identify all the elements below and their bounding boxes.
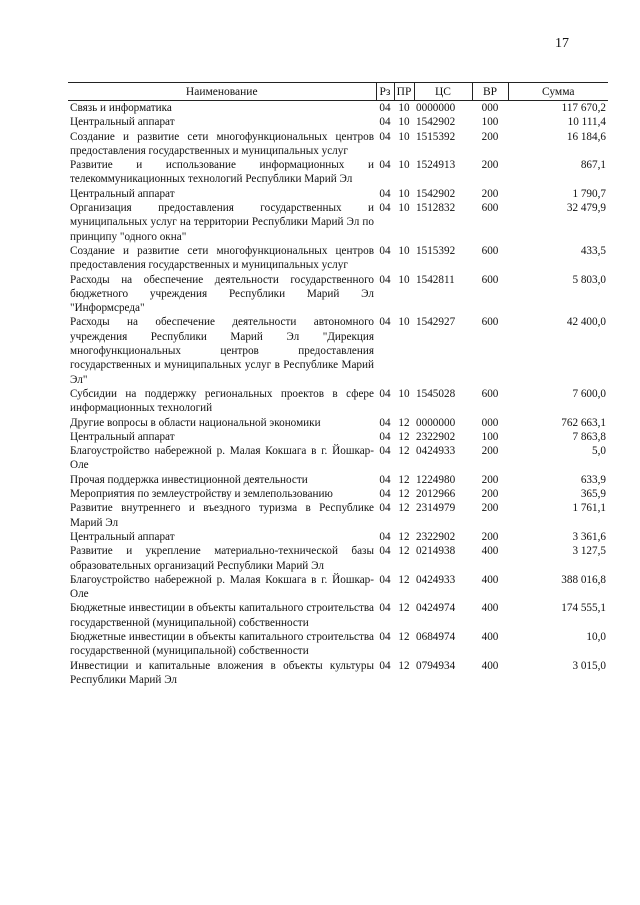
cell-cs: 0684974 bbox=[416, 630, 456, 643]
cell-name: Центральный аппарат bbox=[70, 187, 175, 200]
cell-pr: 12 bbox=[398, 602, 410, 615]
cell-cs: 1524913 bbox=[416, 159, 456, 172]
table-row bbox=[68, 101, 608, 116]
header-name: Наименование bbox=[68, 83, 376, 101]
cell-vr: 000 bbox=[481, 102, 499, 114]
table-row bbox=[68, 387, 608, 416]
table-row bbox=[68, 544, 608, 573]
cell-cs: 1545028 bbox=[416, 387, 456, 400]
cell-vr: 200 bbox=[481, 530, 499, 543]
table-row bbox=[68, 430, 608, 444]
cell-name: Расходы на обеспечение деятельности автономного учреждения Республики Марий Эл "Дирекция многофункциональных центров предоставления государственных и муниципальных услуг в Республике Марий Эл" bbox=[70, 316, 374, 386]
cell-name: Бюджетные инвестиции в объекты капитального строительства государственной (муниципальной) собственности bbox=[70, 602, 374, 629]
cell-cs: 0000000 bbox=[416, 416, 456, 429]
cell-sum: 633,9 bbox=[580, 473, 606, 486]
table-row bbox=[68, 659, 608, 688]
cell-sum: 3 361,6 bbox=[572, 530, 606, 543]
cell-rz: 04 bbox=[379, 473, 391, 486]
cell-name: Инвестиции и капитальные вложения в объекты культуры Республики Марий Эл bbox=[70, 659, 374, 686]
header-vr: ВР bbox=[472, 83, 508, 101]
table-row bbox=[68, 473, 608, 487]
cell-name: Другие вопросы в области национальной экономики bbox=[70, 416, 321, 429]
table-row bbox=[68, 630, 608, 659]
cell-sum: 42 400,0 bbox=[566, 316, 606, 329]
cell-pr: 12 bbox=[398, 545, 410, 558]
cell-sum: 3 015,0 bbox=[572, 659, 606, 672]
cell-vr: 600 bbox=[481, 387, 499, 400]
cell-cs: 0000000 bbox=[416, 102, 456, 114]
cell-rz: 04 bbox=[379, 316, 391, 329]
cell-vr: 400 bbox=[481, 659, 499, 672]
cell-vr: 200 bbox=[481, 187, 499, 200]
cell-pr: 12 bbox=[398, 659, 410, 672]
cell-cs: 1542811 bbox=[416, 273, 455, 286]
cell-vr: 400 bbox=[481, 573, 499, 586]
cell-rz: 04 bbox=[379, 430, 391, 443]
cell-vr: 600 bbox=[481, 202, 499, 215]
cell-sum: 762 663,1 bbox=[561, 416, 606, 429]
cell-pr: 10 bbox=[398, 202, 410, 215]
cell-rz: 04 bbox=[379, 602, 391, 615]
cell-pr: 12 bbox=[398, 630, 410, 643]
cell-cs: 1224980 bbox=[416, 473, 456, 486]
cell-vr: 200 bbox=[481, 502, 499, 515]
cell-cs: 2322902 bbox=[416, 430, 456, 443]
cell-vr: 200 bbox=[481, 159, 499, 172]
cell-name: Благоустройство набережной р. Малая Кокшага в г. Йошкар-Оле bbox=[70, 573, 374, 601]
cell-cs: 0214938 bbox=[416, 545, 456, 558]
cell-rz: 04 bbox=[379, 416, 391, 429]
cell-name: Прочая поддержка инвестиционной деятельности bbox=[70, 473, 308, 486]
cell-rz: 04 bbox=[379, 116, 391, 129]
cell-sum: 16 184,6 bbox=[566, 130, 606, 143]
cell-sum: 7 863,8 bbox=[572, 430, 606, 443]
cell-name: Центральный аппарат bbox=[70, 430, 175, 443]
cell-vr: 100 bbox=[481, 430, 499, 443]
table-body bbox=[68, 101, 608, 688]
cell-pr: 10 bbox=[398, 159, 410, 172]
cell-pr: 10 bbox=[398, 316, 410, 329]
table-row bbox=[68, 530, 608, 544]
cell-sum: 7 600,0 bbox=[572, 387, 606, 400]
cell-name: Бюджетные инвестиции в объекты капитального строительства государственной (муниципальной) собственности bbox=[70, 630, 374, 658]
cell-vr: 400 bbox=[481, 602, 499, 615]
table-row bbox=[68, 115, 608, 129]
cell-vr: 600 bbox=[481, 244, 499, 257]
cell-name: Развитие внутреннего и въездного туризма в Республике Марий Эл bbox=[70, 502, 374, 529]
table-row bbox=[68, 315, 608, 386]
cell-name: Центральный аппарат bbox=[70, 530, 175, 543]
cell-sum: 174 555,1 bbox=[561, 602, 606, 615]
cell-rz: 04 bbox=[379, 488, 391, 501]
cell-pr: 10 bbox=[398, 387, 410, 400]
cell-cs: 2322902 bbox=[416, 530, 456, 543]
table-row bbox=[68, 573, 608, 602]
cell-vr: 200 bbox=[481, 473, 499, 486]
header-pr: ПР bbox=[394, 83, 414, 101]
cell-name: Организация предоставления государственных и муниципальных услуг на территории Республики Марий Эл по принципу "одного окна" bbox=[70, 202, 374, 243]
cell-name: Развитие и использование информационных и телекоммуникационных технологий Республики Марий Эл bbox=[70, 159, 374, 186]
cell-pr: 12 bbox=[398, 488, 410, 501]
table-row bbox=[68, 158, 608, 187]
cell-vr: 000 bbox=[481, 416, 499, 429]
cell-name: Создание и развитие сети многофункциональных центров предоставления государственных и муниципальных услуг bbox=[70, 244, 374, 272]
cell-cs: 1515392 bbox=[416, 130, 456, 143]
cell-cs: 1542902 bbox=[416, 116, 456, 129]
cell-name: Центральный аппарат bbox=[70, 116, 175, 129]
cell-name: Субсидии на поддержку региональных проектов в сфере информационных технологий bbox=[70, 387, 374, 415]
cell-sum: 433,5 bbox=[580, 244, 606, 257]
cell-pr: 12 bbox=[398, 430, 410, 443]
cell-cs: 2012966 bbox=[416, 488, 456, 501]
page-number: 17 bbox=[555, 36, 569, 51]
cell-rz: 04 bbox=[379, 502, 391, 515]
cell-rz: 04 bbox=[379, 202, 391, 215]
cell-sum: 32 479,9 bbox=[566, 202, 606, 215]
cell-pr: 10 bbox=[398, 130, 410, 143]
table-row bbox=[68, 487, 608, 501]
cell-sum: 5 803,0 bbox=[572, 273, 606, 286]
cell-rz: 04 bbox=[379, 659, 391, 672]
cell-sum: 1 790,7 bbox=[572, 187, 606, 200]
cell-pr: 12 bbox=[398, 502, 410, 515]
cell-cs: 1542927 bbox=[416, 316, 456, 329]
cell-pr: 10 bbox=[398, 273, 410, 286]
cell-sum: 10,0 bbox=[586, 630, 606, 643]
cell-rz: 04 bbox=[379, 244, 391, 257]
cell-sum: 365,9 bbox=[580, 488, 606, 501]
cell-name: Благоустройство набережной р. Малая Кокшага в г. Йошкар-Оле bbox=[70, 445, 374, 472]
table-row bbox=[68, 601, 608, 630]
cell-rz: 04 bbox=[379, 130, 391, 143]
cell-rz: 04 bbox=[379, 573, 391, 586]
cell-pr: 12 bbox=[398, 473, 410, 486]
cell-rz: 04 bbox=[379, 545, 391, 558]
cell-vr: 200 bbox=[481, 130, 499, 143]
cell-rz: 04 bbox=[379, 445, 391, 458]
cell-pr: 12 bbox=[398, 530, 410, 543]
table-row bbox=[68, 201, 608, 244]
cell-sum: 10 111,4 bbox=[567, 116, 606, 129]
cell-rz: 04 bbox=[379, 273, 391, 286]
cell-cs: 0424933 bbox=[416, 573, 456, 586]
cell-sum: 388 016,8 bbox=[561, 573, 606, 586]
cell-cs: 0794934 bbox=[416, 659, 456, 672]
cell-vr: 400 bbox=[481, 545, 499, 558]
cell-rz: 04 bbox=[379, 102, 391, 114]
cell-pr: 10 bbox=[398, 102, 410, 114]
cell-cs: 0424974 bbox=[416, 602, 456, 615]
cell-rz: 04 bbox=[379, 630, 391, 643]
cell-name: Создание и развитие сети многофункциональных центров предоставления государственных и муниципальных услуг bbox=[70, 130, 374, 157]
header-sum: Сумма bbox=[508, 83, 608, 101]
cell-name: Связь и информатика bbox=[70, 102, 172, 114]
cell-sum: 5,0 bbox=[592, 445, 606, 458]
cell-vr: 100 bbox=[481, 116, 499, 129]
cell-sum: 867,1 bbox=[580, 159, 606, 172]
cell-cs: 1515392 bbox=[416, 244, 456, 257]
cell-sum: 3 127,5 bbox=[572, 545, 606, 558]
cell-vr: 400 bbox=[481, 630, 499, 643]
table-row bbox=[68, 187, 608, 201]
cell-vr: 600 bbox=[481, 316, 499, 329]
cell-name: Развитие и укрепление материально-технической базы образовательных организаций Республики Марий Эл bbox=[70, 545, 374, 572]
cell-sum: 1 761,1 bbox=[572, 502, 606, 515]
table-row bbox=[68, 501, 608, 530]
cell-cs: 0424933 bbox=[416, 445, 456, 458]
table-row bbox=[68, 130, 608, 159]
cell-pr: 10 bbox=[398, 244, 410, 257]
cell-vr: 600 bbox=[481, 273, 499, 286]
table-row bbox=[68, 444, 608, 473]
cell-rz: 04 bbox=[379, 530, 391, 543]
cell-cs: 2314979 bbox=[416, 502, 456, 515]
header-rz: Рз bbox=[376, 83, 394, 101]
cell-cs: 1512832 bbox=[416, 202, 456, 215]
table-row bbox=[68, 244, 608, 273]
cell-rz: 04 bbox=[379, 187, 391, 200]
cell-vr: 200 bbox=[481, 445, 499, 458]
table-row bbox=[68, 416, 608, 430]
table-row bbox=[68, 273, 608, 316]
cell-cs: 1542902 bbox=[416, 187, 456, 200]
cell-pr: 12 bbox=[398, 573, 410, 586]
cell-name: Мероприятия по землеустройству и землепользованию bbox=[70, 488, 333, 501]
cell-pr: 12 bbox=[398, 445, 410, 458]
cell-rz: 04 bbox=[379, 387, 391, 400]
header-cs: ЦС bbox=[414, 83, 472, 101]
budget-table bbox=[68, 82, 608, 687]
table-header-row bbox=[68, 83, 608, 101]
cell-sum: 117 670,2 bbox=[561, 102, 606, 114]
cell-rz: 04 bbox=[379, 159, 391, 172]
cell-vr: 200 bbox=[481, 488, 499, 501]
cell-pr: 12 bbox=[398, 416, 410, 429]
cell-pr: 10 bbox=[398, 116, 410, 129]
cell-pr: 10 bbox=[398, 187, 410, 200]
cell-name: Расходы на обеспечение деятельности государственного бюджетного учреждения Республики Марий Эл "Информсреда" bbox=[70, 273, 374, 315]
